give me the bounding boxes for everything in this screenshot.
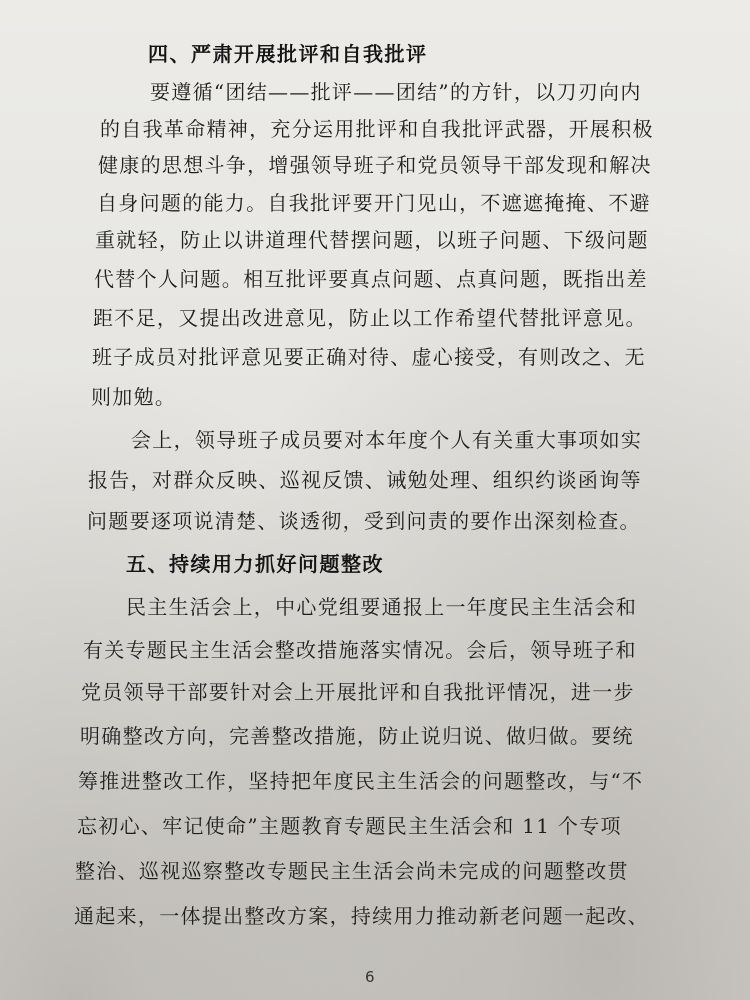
page-number: 6 bbox=[365, 968, 375, 986]
section-5-paragraph-1-line-5: 筹推进整改工作，坚持把年度民主生活会的问题整改，与“不 bbox=[78, 769, 644, 793]
section-5-paragraph-1-line-3: 党员领导干部要针对会上开展批评和自我批评情况，进一步 bbox=[81, 680, 635, 704]
section-4-paragraph-1-line-9: 则加勉。 bbox=[91, 385, 177, 409]
section-5-paragraph-1-line-7: 整治、巡视巡察整改专题民主生活会尚未完成的问题整改贯 bbox=[75, 859, 629, 883]
section-5-paragraph-1-line-2: 有关专题民主生活会整改措施落实情况。会后，领导班子和 bbox=[83, 638, 637, 662]
section-4-paragraph-1-line-6: 代替个人问题。相互批评要真点问题、点真问题，既指出差 bbox=[94, 267, 648, 291]
section-5-paragraph-1-line-6: 忘初心、牢记使命”主题教育专题民主生活会和 11 个专项 bbox=[77, 814, 622, 838]
section-4-paragraph-1-line-8: 班子成员对批评意见要正确对待、虚心接受，有则改之、无 bbox=[92, 345, 646, 369]
section-4-paragraph-1-line-1: 要遵循“团结——批评——团结”的方针，以刀刃向内 bbox=[150, 80, 642, 104]
section-4-heading: 四、严肃开展批评和自我批评 bbox=[148, 42, 428, 66]
section-4-paragraph-1-line-4: 自身问题的能力。自我批评要开门见山，不遮遮掩掩、不避 bbox=[97, 191, 651, 215]
section-4-paragraph-1-line-5: 重就轻，防止以讲道理代替摆问题，以班子问题、下级问题 bbox=[95, 228, 649, 252]
section-5-heading: 五、持续用力抓好问题整改 bbox=[126, 552, 384, 576]
section-5-paragraph-1-line-1: 民主生活会上，中心党组要通报上一年度民主生活会和 bbox=[126, 595, 638, 619]
section-4-paragraph-1-line-2: 的自我革命精神，充分运用批评和自我批评武器，开展积极 bbox=[100, 117, 654, 141]
section-4-paragraph-2-line-3: 问题要逐项说清楚、谈透彻，受到问责的要作出深刻检查。 bbox=[87, 509, 641, 533]
section-4-paragraph-1-line-7: 距不足，又提出改进意见，防止以工作希望代替批评意见。 bbox=[93, 306, 647, 330]
section-5-paragraph-1-line-4: 明确整改方向，完善整改措施，防止说归说、做归做。要统 bbox=[80, 724, 634, 748]
section-4-paragraph-2-line-1: 会上，领导班子成员要对本年度个人有关重大事项如实 bbox=[131, 428, 643, 452]
section-4-paragraph-2-line-2: 报告，对群众反映、巡视反馈、诫勉处理、组织约谈函询等 bbox=[88, 468, 642, 492]
section-4-paragraph-1-line-3: 健康的思想斗争，增强领导班子和党员领导干部发现和解决 bbox=[98, 153, 652, 177]
section-5-paragraph-1-line-8: 通起来，一体提出整改方案，持续用力推动新老问题一起改、 bbox=[74, 904, 650, 928]
